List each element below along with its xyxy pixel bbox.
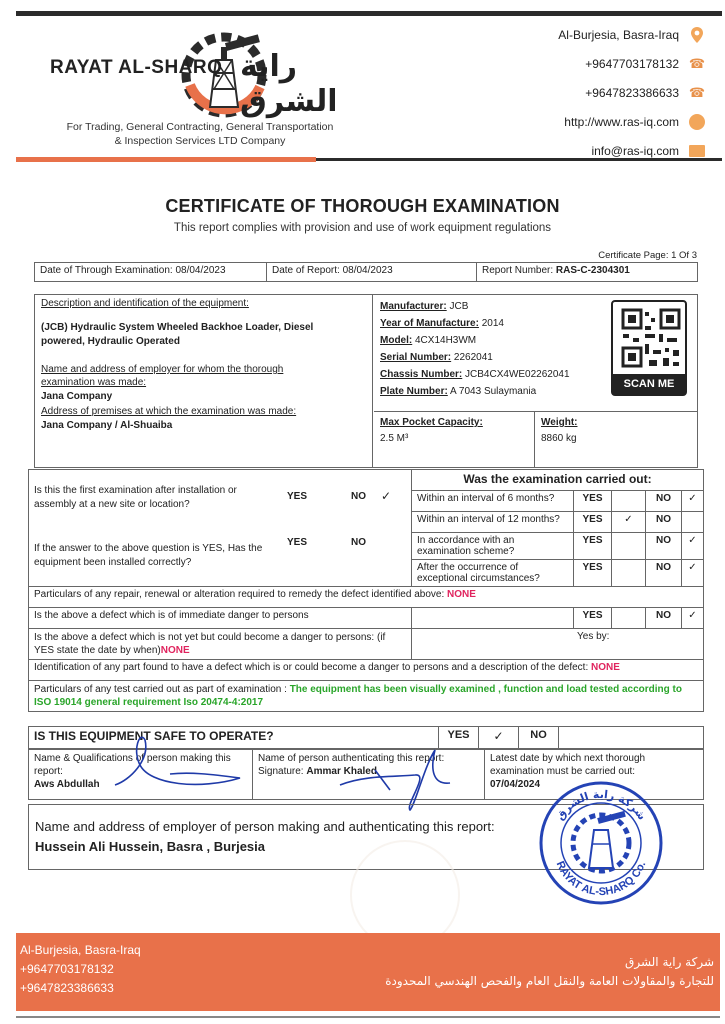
safe-to-operate-table: IS THIS EQUIPMENT SAFE TO OPERATE? YES ✓ NO [28,726,704,749]
q-installed-answers: YES NO [287,537,366,548]
logo-text-en: RAYAT AL-SHARQ [50,57,223,78]
future-danger-row: Is the above a defect which is not yet but could become a danger to persons: (if YES state the date by when)NONE [29,629,412,660]
contact-phone-1[interactable]: +9647703178132 ☎ [585,55,706,71]
check-mark: ✓ [381,489,392,503]
contact-phone-2[interactable]: +9647823386633 ☎ [585,84,706,100]
header-accent-line [16,157,316,162]
top-bar [16,11,722,16]
phone-icon: ☎ [688,84,706,100]
examination-table: Was the examination carried out: Within an interval of 6 months? YES NO ✓ Within an interval of 12 months? YES ✓ NO In accordance with an examination scheme? YES NO ✓ After the occurrence of exceptional circumstances? YES NO ✓ Particulars of any repair, renewal or alteration required to remedy the defect identified above: NONE Is the above a defect which is of immediate danger to persons YES NO ✓ Is the above a defect which is not yet but could become a danger to persons: (if YES state the date by when)NONE Yes by: Identification of any part found to have a defect which is or could become a danger to persons and a description of the defect: NONE Particulars of any test carried out as part of examination : The equipment has been visually examined , function and load tested according to ISO 19014 general requirement Iso 20474-4:2017 [28,469,704,712]
exam-date-cell: Date of Through Examination: 08/04/2023 [35,263,267,282]
header-divider [316,158,722,161]
check-mark: ✓ [682,608,704,629]
document-subtitle: This report complies with provision and use of work equipment regulations [173,222,552,234]
contact-email[interactable]: info@ras-iq.com [505,136,705,165]
mail-icon [689,143,705,159]
q-installed-label: If the answer to the above question is YES, Has the equipment been installed correctly? [34,543,263,568]
qr-code[interactable] [611,300,687,396]
equipment-description: Description and identification of the equipment: (JCB) Hydraulic System Wheeled Backhoe Loader, Diesel powered, Hydraulic Operated Name and address of employer for whom the thorough examination was made: Jana Company Address of premises at which the examination was made: Jana Company / Al-Shuaiba [35,295,373,467]
equipment-specs: Manufacturer: JCB Year of Manufacture: 2014 Model: 4CX14H3WM Serial Number: 2262041 Chassis Number: JCB4CX4WE02262041 Plate Number: A 7043 Sulaymania SCAN ME Max Pocket Capacity: 2.5 M³ Weight: 8860 kg [374,295,697,467]
contact-address: Al-Burjesia, Basra-Iraq [505,20,705,49]
company-stamp [536,778,666,908]
capacity-cell: Max Pocket Capacity: 2.5 M³ [374,412,535,468]
report-number-cell: Report Number: RAS-C-2304301 [477,263,698,282]
check-mark: ✓ [479,727,519,749]
authenticator-cell: Name of person authenticating this report: Signature: Ammar Khaled [253,750,485,800]
weight-cell: Weight: 8860 kg [541,417,578,444]
bottom-divider [16,1016,720,1018]
repair-row: Particulars of any repair, renewal or alteration required to remedy the defect identified above: NONE [29,587,704,608]
equipment-section [34,294,698,468]
company-logo [50,25,350,120]
q-first-answers: YES NO ✓ [287,489,392,503]
contact-website[interactable]: http://www.ras-iq.com [505,107,705,136]
footer-contact: Al-Burjesia, Basra-Iraq +9647703178132 +9647823386633 [20,943,141,995]
maker-cell: Name & Qualifications of person making this report: Aws Abdullah [29,750,253,800]
dates-row [34,262,698,282]
phone-icon: ☎ [688,55,706,71]
document-title: CERTIFICATE OF THOROUGH EXAMINATION [165,196,560,216]
certificate-page-number: Certificate Page: 1 Of 3 [598,250,697,261]
qr-code-icon [615,304,687,376]
check-mark: ✓ [682,491,704,512]
check-mark: ✓ [682,533,704,560]
footer [16,933,720,1011]
logo-text-ar: راية الشرق [240,49,338,119]
svg-text:RAYAT AL-SHARQ Co.: RAYAT AL-SHARQ Co. [553,859,649,899]
employer-section: Name and address of employer of person making and authenticating this report: Hussein Ali Hussein, Basra , Burjesia [28,804,704,870]
company-description: For Trading, General Contracting, General Transportation & Inspection Services LTD Company [66,121,334,147]
identification-row: Identification of any part found to have a defect which is or could become a danger to persons and a description of the defect: NONE [29,660,704,681]
immediate-danger-row: Is the above a defect which is of immediate danger to persons [29,608,412,629]
report-date-cell: Date of Report: 08/04/2023 [267,263,477,282]
check-mark: ✓ [682,560,704,587]
footer-arabic: شركة راية الشرق للتجارة والمقاولات العامة والنقل العام والفحص الهندسي المحدودة [385,955,714,988]
location-pin-icon [689,27,705,43]
signature-aws [110,730,250,800]
check-mark: ✓ [612,512,646,533]
q-first-label: Is this the first examination after installation or assembly at a new site or location? [34,485,237,510]
svg-text:شركة راية الشرق: شركة راية الشرق [553,787,649,823]
globe-icon [689,114,705,130]
contact-block [505,20,705,165]
next-exam-cell: Latest date by which next thorough examination must be carried out: 07/04/2024 [485,750,704,800]
scan-me-label: SCAN ME [613,374,685,394]
test-row: Particulars of any test carried out as part of examination : The equipment has been visually examined , function and load tested according to ISO 19014 general requirement Iso 20474-4:2017 [29,681,704,712]
